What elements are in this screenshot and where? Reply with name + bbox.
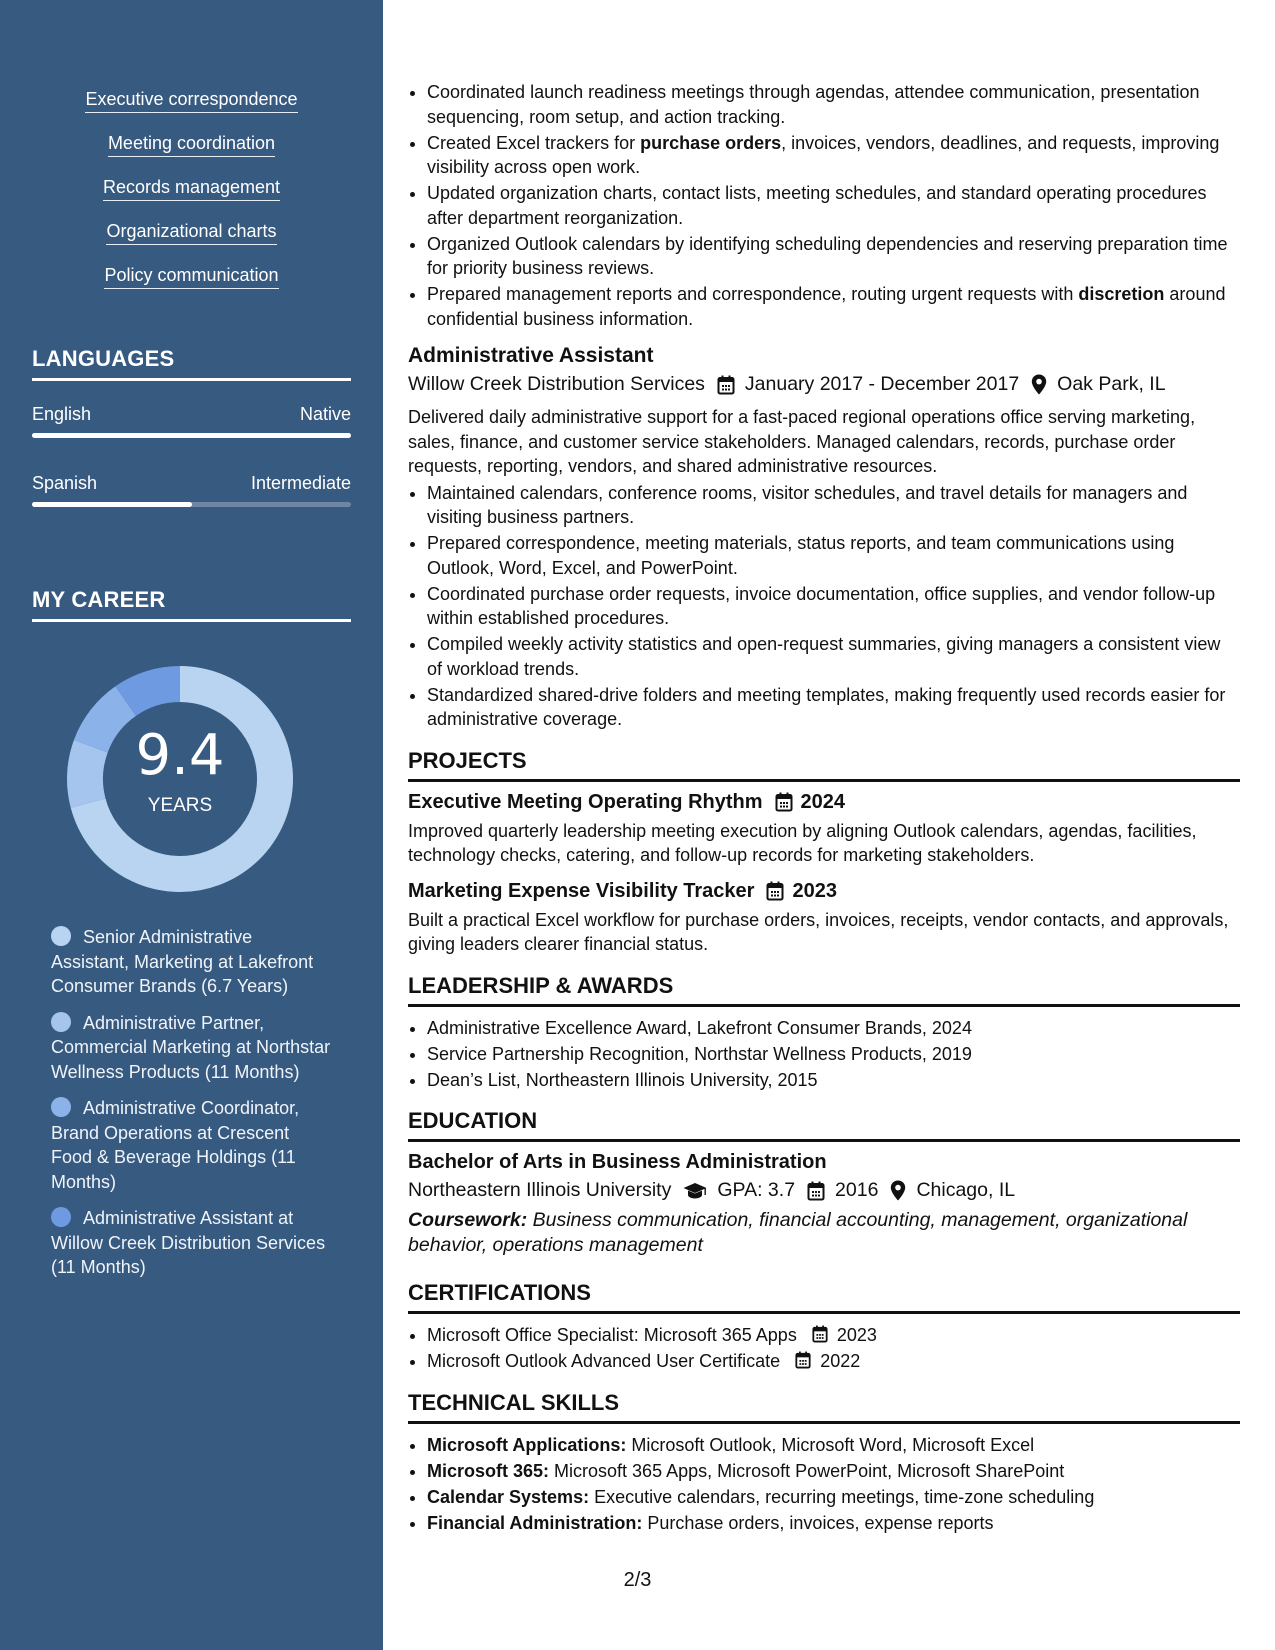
bullet-item: • Updated organization charts, contact lists, meeting schedules, and standard operating procedures after department reorganization. [427,181,1240,230]
job-description: Delivered daily administrative support for a fast-paced regional operations office serving marketing, sales, finance, and customer service stakeholders. Managed calendars, records, purchase order requests, reporting, vendors, and shared administrative resources. [408,407,1196,476]
certification-name: Microsoft Office Specialist: Microsoft 365 Apps [427,1325,797,1345]
project-description: Built a practical Excel workflow for purchase orders, invoices, receipts, vendor contacts, and approvals, giving leaders clearer financial status. [408,909,1229,954]
calendar-icon [775,792,793,812]
bullet-text: Created Excel trackers for [427,132,641,153]
experience-bullets [408,80,1240,331]
legend-dot [51,1097,71,1117]
projects-heading: PROJECTS [408,748,1240,782]
language-name: Spanish [32,473,98,493]
bullet-item: • Compiled weekly activity statistics and open-request summaries, giving managers a consistent view of workload trends. [427,632,1240,681]
skill-label: Organizational charts [106,220,276,245]
language-bar [32,502,351,507]
map-pin-icon [1031,374,1047,395]
career-list [51,925,331,1292]
career-item [51,925,331,999]
career-unit: YEARS [147,795,213,816]
language-bar [32,433,351,438]
main-content [408,80,1240,1537]
education-heading: EDUCATION [408,1108,1240,1142]
degree-title: Bachelor of Arts in Business Administration [408,1151,827,1173]
tech-skill-label: Financial Administration: [427,1512,643,1533]
skill-item [0,220,383,245]
tech-skill-item [427,1433,1240,1458]
career-donut-chart [65,664,295,894]
bullet-item [427,282,1240,331]
certifications-list [408,1323,1240,1374]
legend-dot [51,1207,71,1227]
coursework-label: Coursework: [408,1209,528,1231]
graduation-cap-icon [683,1182,707,1200]
awards-list [408,1016,1240,1093]
graduation-year: 2016 [835,1179,879,1201]
tech-skill-value: Microsoft Outlook, Microsoft Word, Microsoft Excel [626,1434,1035,1455]
skill-label: Executive correspondence [85,88,297,113]
bullet-text: , invoices, vendors, deadlines, and requests, improving visibility across open work. [427,132,1220,177]
school-location: Chicago, IL [916,1179,1016,1201]
skill-item [0,264,383,289]
certification-year: 2022 [820,1351,861,1371]
bullet-item: • Coordinated launch readiness meetings through agendas, attendee communication, presentation sequencing, room setup, and action tracking. [427,80,1240,129]
tech-skill-value: Executive calendars, recurring meetings, time-zone scheduling [589,1486,1095,1507]
job-bullets [408,481,1240,732]
job-dates: January 2017 - December 2017 [744,373,1020,395]
bullet-text: Prepared management reports and correspondence, routing urgent requests with [427,284,1079,304]
award-item: • Administrative Excellence Award, Lakefront Consumer Brands, 2024 [427,1016,1240,1041]
language-name: English [32,404,92,424]
project-year: 2024 [800,790,846,813]
page-number: 2/3 [623,1569,652,1591]
certification-year: 2023 [836,1325,877,1345]
awards-heading: LEADERSHIP & AWARDS [408,973,1240,1007]
project-year: 2023 [792,879,837,902]
bullet-emphasis: purchase orders [640,132,782,153]
career-heading: MY CAREER [32,587,351,622]
career-label: Administrative Assistant at Willow Creek Distribution Services (11 Months) [51,1208,326,1277]
language-bar-fill [32,433,351,438]
career-label: Senior Administrative Assistant, Marketing at Lakefront Consumer Brands (6.7 Years) [51,927,314,996]
award-item: • Dean’s List, Northeastern Illinois University, 2015 [427,1068,1240,1093]
career-label: Administrative Partner, Commercial Marketing at Northstar Wellness Products (11 Months) [51,1012,331,1082]
tech-skill-value: Microsoft 365 Apps, Microsoft PowerPoint, Microsoft SharePoint [549,1460,1065,1481]
job-title: Administrative Assistant [408,344,654,367]
gpa: GPA: 3.7 [717,1179,796,1201]
tech-skill-label: Microsoft Applications: [427,1434,627,1455]
coursework [408,1208,1240,1258]
bullet-item [427,131,1240,180]
skill-label: Policy communication [104,264,278,289]
project-description: Improved quarterly leadership meeting execution by aligning Outlook calendars, agendas, facilities, technology checks, catering, and follow-up records for marketing stakeholders. [408,820,1197,865]
technical-skills-heading: TECHNICAL SKILLS [408,1390,1240,1424]
tech-skill-label: Calendar Systems: [427,1486,590,1507]
tech-skill-item [427,1485,1240,1510]
skill-item [0,176,383,201]
job-company: Willow Creek Distribution Services [408,373,705,395]
legend-dot [51,926,71,946]
education-meta [408,1179,1240,1202]
calendar-icon [807,1181,825,1201]
career-item [51,1096,331,1194]
award-item: • Service Partnership Recognition, Northstar Wellness Products, 2019 [427,1042,1240,1067]
project-title: Executive Meeting Operating Rhythm [408,790,763,813]
language-level: Native [299,404,351,424]
tech-skill-value: Purchase orders, invoices, expense reports [642,1512,994,1533]
certification-item [427,1349,1240,1374]
project-title-row [408,880,1240,903]
school-name: Northeastern Illinois University [408,1179,672,1201]
bullet-item: • Prepared correspondence, meeting materials, status reports, and team communications using Outlook, Word, Excel, and PowerPoint. [427,531,1240,580]
legend-dot [51,1012,71,1032]
skill-label: Meeting coordination [108,132,275,157]
career-item [51,1206,331,1280]
career-item [51,1011,331,1085]
bullet-item: • Maintained calendars, conference rooms, visitor schedules, and travel details for managers and visiting business partners. [427,481,1240,530]
bullet-item: • Coordinated purchase order requests, invoice documentation, office supplies, and vendor follow-up within established procedures. [427,582,1240,631]
skills-list [0,0,383,289]
technical-skills-list [408,1433,1240,1536]
project-title: Marketing Expense Visibility Tracker [408,879,755,902]
job-meta [408,373,1240,396]
calendar-icon [766,881,784,901]
coursework-text: Business communication, financial accounting, management, organizational behavior, operations management [408,1209,1188,1256]
skill-label: Records management [103,176,280,201]
certification-item [427,1323,1240,1348]
map-pin-icon [890,1180,906,1201]
career-label: Administrative Coordinator, Brand Operations at Crescent Food & Beverage Holdings (11 Months) [51,1098,300,1192]
language-spanish [32,473,351,507]
skill-item [0,88,383,113]
bullet-emphasis: discretion [1078,284,1165,304]
calendar-icon [812,1325,828,1343]
bullet-item: • Organized Outlook calendars by identifying scheduling dependencies and reserving preparation time for priority business reviews. [427,232,1240,281]
bullet-text: around confidential business information. [427,284,1226,329]
skill-item [0,132,383,157]
career-total: 9.4 [135,723,225,788]
certification-name: Microsoft Outlook Advanced User Certificate [427,1351,781,1371]
bullet-item: • Standardized shared-drive folders and meeting templates, making frequently used records easier for administrative coverage. [427,683,1240,732]
language-bar-fill [32,502,192,507]
languages-heading: LANGUAGES [32,346,351,381]
calendar-icon [717,375,735,395]
project-title-row [408,791,1240,814]
tech-skill-item [427,1459,1240,1484]
sidebar [0,0,383,1650]
job-location: Oak Park, IL [1057,373,1166,395]
language-level: Intermediate [250,473,351,493]
tech-skill-item [427,1511,1240,1536]
certifications-heading: CERTIFICATIONS [408,1280,1240,1314]
tech-skill-label: Microsoft 365: [427,1460,550,1481]
language-english [32,404,351,438]
calendar-icon [795,1351,811,1369]
